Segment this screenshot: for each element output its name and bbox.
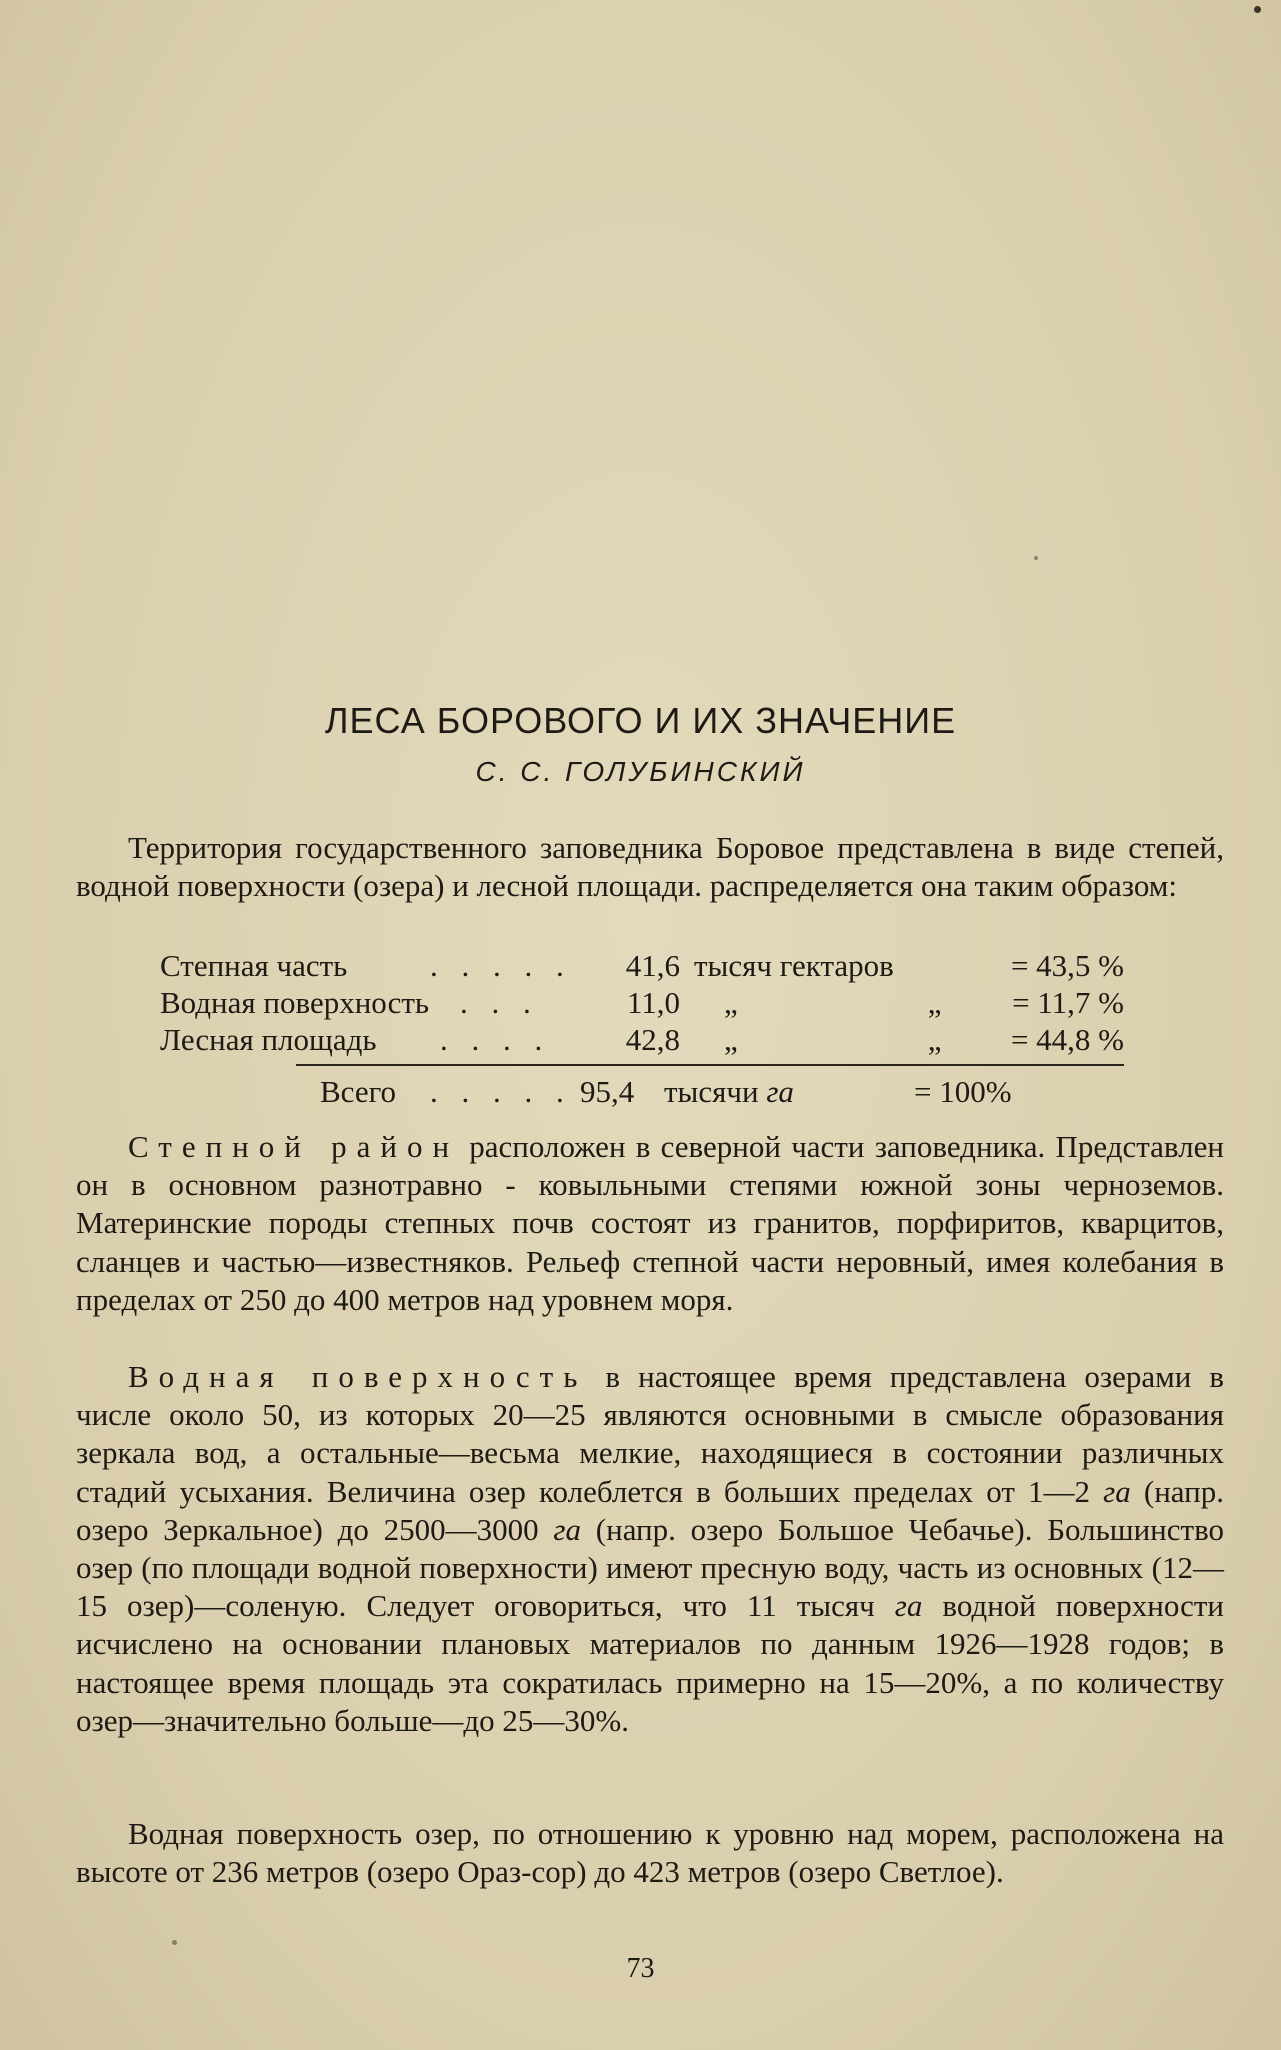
spaced-lead: Степной район bbox=[128, 1129, 460, 1164]
total-percent: = 100% bbox=[914, 1074, 1012, 1109]
ditto-mark: „ bbox=[724, 985, 738, 1020]
table-row bbox=[160, 985, 1124, 1022]
paragraph-text: (напр. озеро Большое Чебачье). Большинство озер (по площади водной поверхности) имеют пресную воду, часть из основных (12—15 озер)—соленую. Следует оговориться, что 11 тысяч bbox=[76, 1511, 1224, 1624]
row-value: 11,0 bbox=[626, 985, 680, 1020]
page-number: 73 bbox=[626, 1953, 655, 1984]
article-author: С. С. ГОЛУБИНСКИЙ bbox=[475, 756, 806, 787]
ink-spot bbox=[172, 1940, 177, 1945]
total-divider bbox=[296, 1064, 1124, 1066]
elevation-paragraph: Водная поверхность озер, по отношению к уровню над морем, расположена на высоте от 236 метров (озеро Ораз-сор) до 423 метров (озеро Светлое). bbox=[76, 1816, 1224, 1890]
ditto-mark: „ bbox=[927, 1022, 942, 1057]
total-unit-ha: га bbox=[766, 1074, 794, 1109]
ink-spot bbox=[1034, 556, 1038, 560]
row-value: 41,6 bbox=[625, 948, 680, 983]
total-unit-text: тысячи bbox=[664, 1074, 759, 1109]
article-title: ЛЕСА БОРОВОГО И ИХ ЗНАЧЕНИЕ bbox=[324, 700, 957, 741]
row-dots: . . . . bbox=[440, 1022, 551, 1057]
row-percent: = 44,8 % bbox=[1010, 1022, 1124, 1057]
row-percent: = 43,5 % bbox=[1010, 948, 1124, 983]
row-unit bbox=[680, 948, 994, 985]
water-paragraph bbox=[76, 1358, 1224, 1740]
spaced-lead: Водная поверхность bbox=[128, 1359, 588, 1394]
unit-text: тысяч гектаров bbox=[694, 948, 894, 983]
ditto-mark: „ bbox=[724, 1022, 738, 1057]
area-table bbox=[160, 948, 1124, 1059]
row-label: Лесная площадь bbox=[160, 1022, 377, 1057]
unit-ha: га bbox=[1103, 1473, 1131, 1509]
row-percent: = 11,7 % bbox=[1012, 985, 1124, 1020]
row-unit bbox=[680, 985, 994, 1022]
row-dots: . . . . . bbox=[430, 948, 572, 983]
paragraph-text: водной поверхности исчислено на основании плановых материалов по данным 1926—1928 годов; в настоящее время площадь эта сократилась примерно на 15—20%, а по количеству озер—значительно больше—до 25—30%. bbox=[76, 1588, 1224, 1738]
unit-ha: га bbox=[894, 1588, 923, 1624]
steppe-paragraph bbox=[76, 1128, 1224, 1319]
row-value: 42,8 bbox=[625, 1022, 680, 1057]
row-dots: . . . bbox=[460, 985, 539, 1020]
ditto-mark: „ bbox=[927, 985, 942, 1020]
intro-paragraph: Территория государственного заповедника Боровое представлена в виде степей, водной поверхности (озера) и лесной площади. распределяется она таким образом: bbox=[76, 830, 1224, 904]
row-unit bbox=[680, 1022, 994, 1059]
table-row bbox=[160, 1022, 1124, 1059]
total-label: Всего bbox=[320, 1074, 397, 1109]
total-unit bbox=[650, 1074, 914, 1110]
unit-ha: га bbox=[553, 1511, 582, 1547]
paragraph-text: (напр. озеро Зеркальное) до 2500—3000 bbox=[76, 1473, 1224, 1547]
row-label: Степная часть bbox=[160, 948, 348, 983]
table-total-row bbox=[320, 1074, 1074, 1110]
row-label: Водная поверхность bbox=[160, 985, 430, 1020]
total-dots: . . . . . bbox=[430, 1074, 572, 1109]
paragraph-text: в настоящее время представлена озерами в числе около 50, из которых 20—25 являются основными в смысле образования зеркала вод, а остальные—весьма мелкие, находящиеся в состоянии различных стадий усыхания. Величина озер колеблется в больших пределах от 1—2 bbox=[76, 1359, 1224, 1509]
table-row bbox=[160, 948, 1124, 985]
ink-spot bbox=[1254, 6, 1261, 13]
total-value: 95,4 bbox=[580, 1074, 635, 1109]
paragraph-text: расположен в северной части заповедника. Представлен он в основном разнотравно - ковыльными степями южной зоны черноземов. Материнские породы степных почв состоят из гранитов, порфиритов, кварцитов, сланцев и частью—известняков. Рельеф степной части неровный, имея колебания в пределах от 250 до 400 метров над уровнем моря. bbox=[76, 1129, 1224, 1317]
